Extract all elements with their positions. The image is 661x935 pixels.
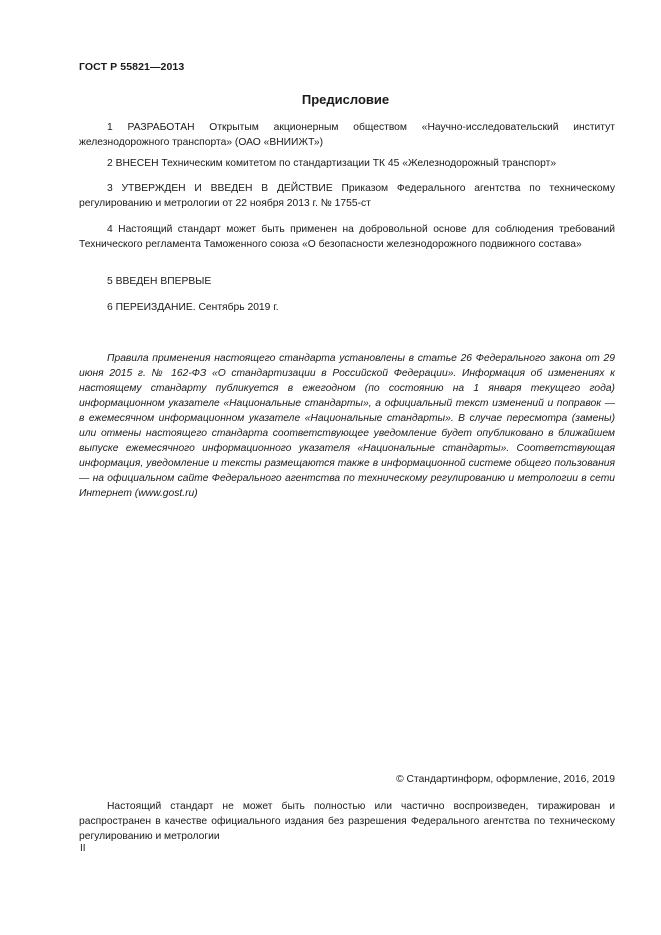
copyright-line: © Стандартинформ, оформление, 2016, 2019 — [396, 774, 615, 785]
foreword-title: Предисловие — [301, 92, 390, 107]
foreword-item-4 — [79, 222, 615, 252]
reproduction-restriction-text: Настоящий стандарт не может быть полностью или частично воспроизведен, тиражирован и распространен в качестве официального издания без разрешения Федерального агентства по техническому регулированию и метрологии — [79, 801, 615, 842]
foreword-item-text: 4 Настоящий стандарт может быть применен на добровольной основе для соблюдения требований Технического регламента Таможенного союза «О безопасности железнодорожного подвижного состава» — [79, 224, 615, 250]
foreword-item-2 — [79, 156, 615, 171]
usage-notice — [79, 351, 615, 501]
page-number: II — [80, 843, 86, 854]
foreword-item-3 — [79, 181, 615, 211]
foreword-item-text: 5 ВВЕДЕН ВПЕРВЫЕ — [107, 276, 212, 287]
reproduction-restriction — [79, 799, 615, 844]
foreword-item-5 — [79, 274, 615, 289]
standard-code: ГОСТ Р 55821—2013 — [79, 61, 185, 73]
usage-notice-text: Правила применения настоящего стандарта установлены в статье 26 Федерального закона от 29 июня 2015 г. № 162-ФЗ «О стандартизации в Российской Федерации». Информация об изменениях к настоящему стандарту публикуется в ежегодном (по состоянию на 1 января текущего года) информационном указателе «Национальные стандарты», а официальный текст изменений и поправок — в ежемесячном информационном указателе «Национальные стандарты». В случае пересмотра (замены) или отмены настоящего стандарта соответствующее уведомление будет опубликовано в ближайшем выпуске ежемесячного информационного указателя «Национальные стандарты». Соответствующая информация, уведомление и тексты размещаются также в информационной системе общего пользования — на официальном сайте Федерального агентства по техническому регулированию и метрологии в сети Интернет (www.gost.ru) — [79, 353, 615, 499]
foreword-item-1 — [79, 120, 615, 150]
foreword-item-text: 2 ВНЕСЕН Техническим комитетом по стандартизации ТК 45 «Железнодорожный транспорт» — [107, 158, 557, 169]
foreword-item-6 — [79, 300, 615, 315]
foreword-item-text: 3 УТВЕРЖДЕН И ВВЕДЕН В ДЕЙСТВИЕ Приказом Федерального агентства по техническому регулированию и метрологии от 22 ноября 2013 г. № 1755-ст — [79, 183, 615, 209]
foreword-item-text: 1 РАЗРАБОТАН Открытым акционерным обществом «Научно-исследовательский институт железнодорожного транспорта» (ОАО «ВНИИЖТ») — [79, 122, 615, 148]
foreword-item-text: 6 ПЕРЕИЗДАНИЕ. Сентябрь 2019 г. — [107, 302, 279, 313]
